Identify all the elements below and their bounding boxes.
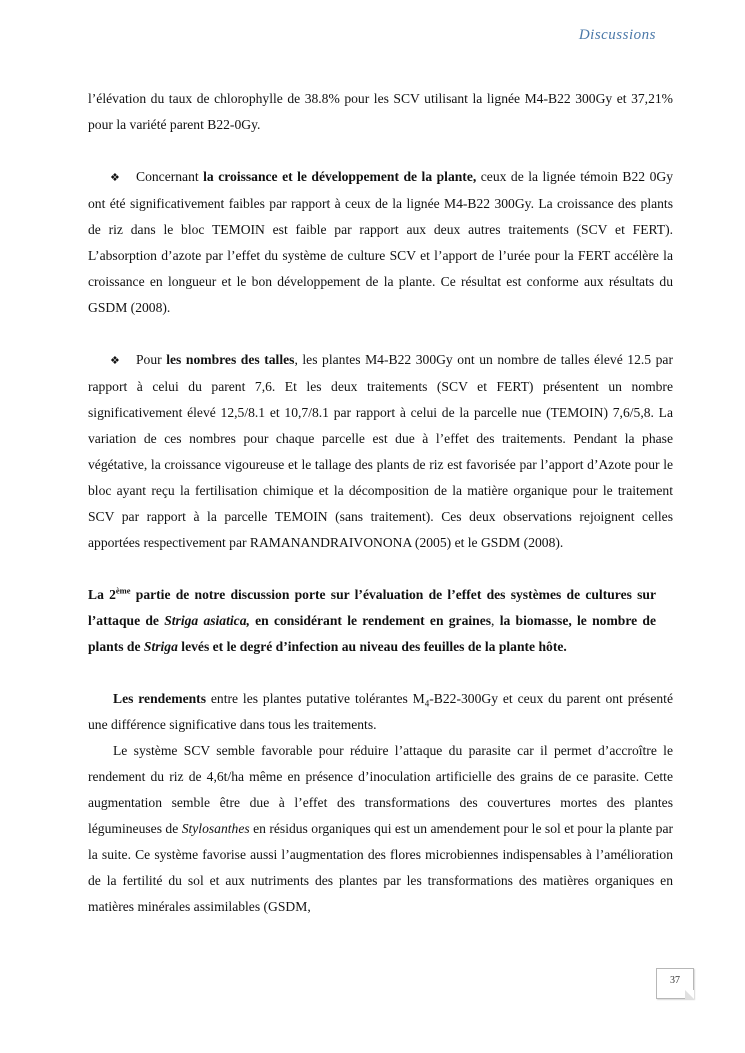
bold-term-talles: les nombres des talles <box>166 352 295 367</box>
spacer <box>88 138 673 164</box>
species-name: Striga asiatica, <box>164 613 250 628</box>
spacer <box>88 321 673 347</box>
bold-term-croissance: la croissance et le développement de la plante, <box>203 169 477 184</box>
paragraph-talles: ❖ Pour les nombres des talles, les plantes M4-B22 300Gy ont un nombre de talles élevé 12.5 par rapport à celui du parent 7,6. Et les deux traitements (SCV et FERT) présentent un nombre significativement élevé 12,5/8.1 et 10,7/8.1 par rapport à celui de la parcelle nue (TEMOIN) 7,6/5,8. La variation de ces nombres pour chaque parcelle est due à l’effet des traitements. Pendant la phase végétative, la croissance vigoureuse et le tallage des plants de riz est favorisée par l’apport d’Azote pour le bloc ayant reçu la fertilisation chimique et la décomposition de la matière organique pour le traitement SCV par rapport à la parcelle TEMOIN (sans traitement). Ces deux observations rejoignent celles apportées respectivement par RAMANANDRAIVONONA (2005) et le GSDM (2008). <box>88 347 673 556</box>
page-curl-icon <box>685 990 694 999</box>
species-name: Striga <box>143 639 178 654</box>
bold-term-rendements: Les rendements <box>113 691 206 706</box>
paragraph-scv: Le système SCV semble favorable pour réduire l’attaque du parasite car il permet d’accroître le rendement du riz de 4,6t/ha même en présence d’inoculation artificielle des grains de ce parasite. Cette augmentation semble être due à l’effet des transformations des couvertures mortes des plantes légumineuses de Stylosanthes en résidus organiques qui est un amendement pour le sol et pour la plante par la suite. Ce système favorise aussi l’augmentation des flores microbiennes indispensables à l’amélioration de la fertilité du sol et aux nutriments des plantes par les transformations des matières organiques en matières minérales assimilables (GSDM, <box>88 743 674 914</box>
page-content <box>88 86 673 920</box>
paragraph-chlorophyll: l’élévation du taux de chlorophylle de 38.8% pour les SCV utilisant la lignée M4-B22 300Gy et 37,21% pour la variété parent B22-0Gy. <box>88 91 673 132</box>
paragraph-rendements: Les rendements entre les plantes putative tolérantes $M_4-B22-300Gy$ et ceux du parent ont présenté une différence significative dans tous les traitements. <box>88 691 673 732</box>
page-header-title: Discussions <box>578 27 656 43</box>
spacer <box>88 556 673 582</box>
paragraph-croissance: ❖ Concernant la croissance et le développement de la plante, ceux de la lignée témoin B22 0Gy ont été significativement faibles par rapport à ceux de la lignée M4-B22 300Gy. La croissance des plants de riz dans le bloc TEMOIN est faible par rapport aux deux autres traitements (SCV et FERT). L’absorption d’azote par l’effet du système de culture SCV et l’apport de l’urée pour la FERT accélère la croissance en longueur et le bon développement de la plante. Ce résultat est conforme aux résultats du GSDM (2008). <box>88 164 673 321</box>
species-name: Stylosanthes <box>181 821 250 836</box>
spacer <box>88 660 673 686</box>
section-intro-paragraph: La 2ème partie de notre discussion porte sur l’évaluation de l’effet des systèmes de cultures sur l’attaque de Striga asiatica, en considérant le rendement en graines, la biomasse, le nombre de plants de Striga levés et le degré d’infection au niveau des feuilles de la plante hôte. <box>88 585 656 654</box>
diamond-bullet-icon: ❖ <box>110 172 120 184</box>
diamond-bullet-icon: ❖ <box>110 355 120 367</box>
page-number: 37 <box>656 968 694 999</box>
